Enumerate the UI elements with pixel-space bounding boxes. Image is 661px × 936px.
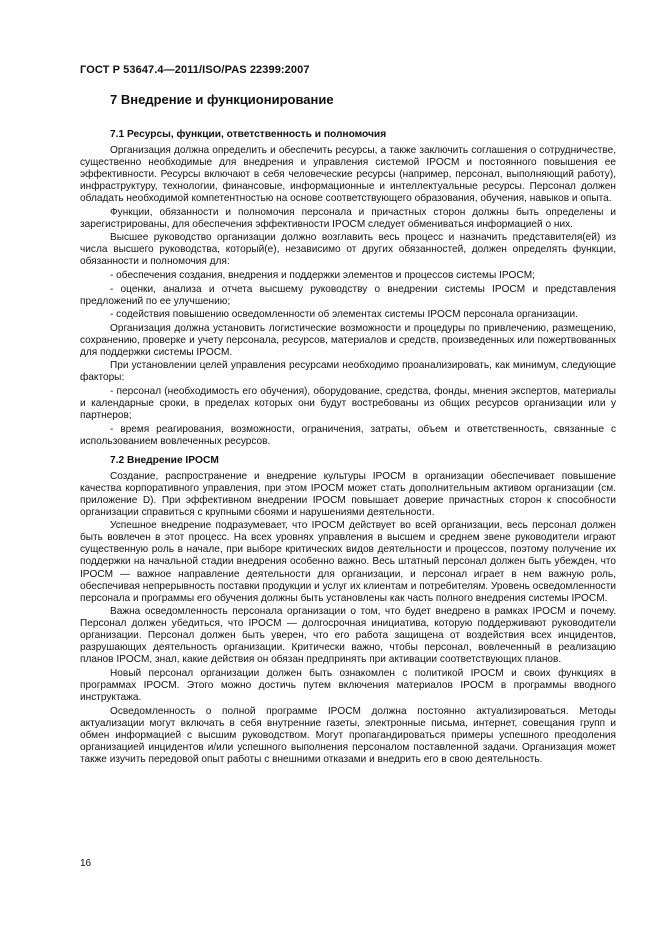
paragraph: Организация должна установить логистические возможности и процедуры по привлечению, размещению, сохранению, проверке и учету персонала, ресурсов, материалов и средств, произведенных или пожертвованных для поддержки системы IPOCM. bbox=[80, 322, 616, 358]
paragraph: Успешное внедрение подразумевает, что IPOCM действует во всей организации, весь персонал должен быть вовлечен в этот процесс. На всех уровнях управления в высшем и среднем звене руководители играют существенную роль в начале, при выборе критических видов деятельности и процессов, поэтому получение их поддержки на начальной стадии внедрения особенно важно. Весь штатный персонал должен быть убежден, что IPOCM — важное направление деятельности для организации, и персонал играет в нем важную роль, обеспечивая непрерывность поставки продукции и услуг их клиентам и потребителям. Уровень осведомленности персонала и программы его обучения должны быть установлены как часть полного внедрения системы IPOCM. bbox=[80, 520, 616, 604]
page-content bbox=[80, 92, 616, 767]
page-number: 16 bbox=[80, 858, 92, 869]
list-item: - время реагирования, возможности, ограничения, затраты, объем и ответственность, связанные с использованием вовлеченных ресурсов. bbox=[80, 423, 616, 447]
paragraph: Функции, обязанности и полномочия персонала и причастных сторон должны быть определены и зарегистрированы, для обеспечения эффективности IPOCM следует обмениваться информацией о них. bbox=[80, 206, 616, 230]
document-header: ГОСТ Р 53647.4—2011/ISO/PAS 22399:2007 bbox=[80, 64, 310, 76]
section-7-2-body bbox=[80, 471, 616, 766]
section-7-2-title: 7.2 Внедрение IPOCM bbox=[110, 454, 219, 466]
paragraph: Осведомленность о полной программе IPOCM должна постоянно актуализироваться. Методы актуализации могут включать в себя внутренние газеты, электронные письма, интернет, совещания групп и обмен информацией с высшим руководством. Могут пропагандироваться примеры успешного преодоления организацией инцидентов и/или успешного выполнения персоналом поставленной задачи. Организация может также изучить передовой опыт работы с внешними отказами и внедрить его в свою деятельность. bbox=[80, 705, 616, 765]
section-7-title: 7 Внедрение и функционирование bbox=[110, 92, 334, 107]
list-item: - оценки, анализа и отчета высшему руководству о внедрении системы IPOCM и представления предложений по ее улучшению; bbox=[80, 283, 616, 307]
paragraph: Новый персонал организации должен быть ознакомлен с политикой IPOCM и своих функциях в программах IPOCM. Этого можно достичь путем включения материалов IPOCM в программы вводного инструктажа. bbox=[80, 667, 616, 703]
list-item: - персонал (необходимость его обучения), оборудование, средства, фонды, мнения экспертов, материалы и календарные сроки, в пределах которых они будут востребованы из общих ресурсов организации или у партнеров; bbox=[80, 385, 616, 421]
paragraph: Высшее руководство организации должно возглавить весь процесс и назначить представителя(ей) из числа высшего руководства, который(е), независимо от других обязанностей, должен определять функции, обязанности и полномочия для: bbox=[80, 232, 616, 268]
section-7-1-title: 7.1 Ресурсы, функции, ответственность и полномочия bbox=[110, 129, 387, 140]
paragraph: Организация должна определить и обеспечить ресурсы, а также заключить соглашения о сотрудничестве, существенно необходимые для внедрения и управления системой IPOCM и постоянного повышения ее эффективности. Ресурсы включают в себя человеческие ресурсы (например, персонал, выполняющий работу), инфраструктуру, технологии, финансовые, информационные и интеллектуальные ресурсы. Персонал должен обладать необходимой компетентностью на основе соответствующего образования, обучения, навыков и опыта. bbox=[80, 145, 616, 205]
paragraph: При установлении целей управления ресурсами необходимо проанализировать, как минимум, следующие факторы: bbox=[80, 360, 616, 384]
list-item: - содействия повышению осведомленности об элементах системы IPOCM персонала организации. bbox=[110, 309, 578, 321]
section-7-1-body bbox=[80, 145, 616, 448]
list-item: - обеспечения создания, внедрения и поддержки элементов и процессов системы IPOCM; bbox=[110, 269, 535, 281]
paragraph: Создание, распространение и внедрение культуры IPOCM в организации обеспечивает повышение качества корпоративного управления, при этом IPOCM может стать дополнительным активом организации (см. приложение D). При эффективном внедрении IPOCM повышает доверие причастных сторон к способности организации справиться с крупными сбоями и нарушениями деятельности. bbox=[80, 470, 616, 518]
paragraph: Важна осведомленность персонала организации о том, что будет внедрено в рамках IPOCM и почему. Персонал должен убедиться, что IPOCM — долгосрочная инициатива, которую поддерживают руководители организации. Персонал должен быть уверен, что его работа защищена от воздействия всех инцидентов, разрушающих деятельность организации. Критически важно, чтобы персонал, вовлеченный в реализацию планов IPOCM, знал, какие действия он обязан предпринять при активации соответствующих планов. bbox=[80, 606, 616, 666]
